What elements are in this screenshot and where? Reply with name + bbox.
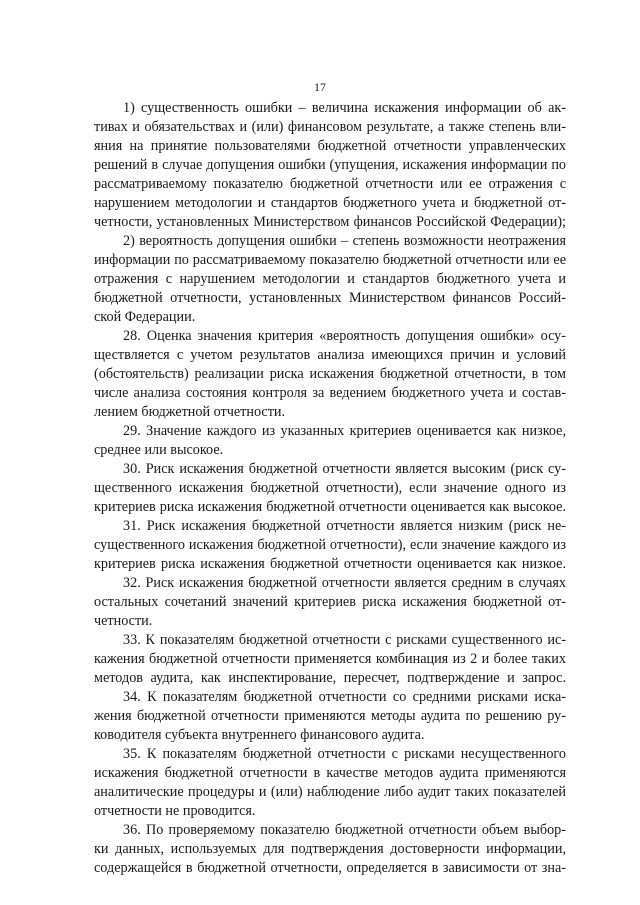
text-line: 33. К показателям бюджетной отчетности с рисками существенного ис- <box>123 632 566 648</box>
text-line: бюджетной отчетности, установленных Министерством финансов Россий- <box>94 290 566 306</box>
text-line: критериев риска искажения бюджетной отчетности оценивается как низкое. <box>94 556 566 572</box>
text-line: нарушением методологии и стандартов бюджетного учета и бюджетной от- <box>94 195 566 211</box>
text-line: числе анализа состояния контроля за ведением бюджетного учета и состав- <box>94 385 566 401</box>
text-line: 36. По проверяемому показателю бюджетной отчетности объем выбор- <box>123 822 566 838</box>
text-line: решений в случае допущения ошибки (упущения, искажения информации по <box>94 157 566 173</box>
text-line: 32. Риск искажения бюджетной отчетности является средним в случаях <box>123 575 566 591</box>
text-line: яния на принятие пользователями бюджетной отчетности управленческих <box>94 138 566 154</box>
paragraph <box>94 460 566 517</box>
text-line: аналитические процедуры и (или) наблюдение либо аудит таких показателей <box>94 784 566 800</box>
text-line: искажения бюджетной отчетности в качестве методов аудита применяются <box>94 765 566 781</box>
text-line: 35. К показателям бюджетной отчетности с рисками несущественного <box>123 746 566 762</box>
text-line: 2) вероятность допущения ошибки – степень возможности неотражения <box>123 233 566 249</box>
paragraph <box>94 574 566 631</box>
text-line: ществляется с учетом результатов анализа имеющихся причин и условий <box>94 347 566 363</box>
document-body <box>94 99 566 878</box>
text-line: четности. <box>94 613 153 629</box>
text-line: рассматриваемому показателю бюджетной отчетности или ее отражения с <box>94 176 566 192</box>
text-line: методов аудита, как инспектирование, пересчет, подтверждение и запрос. <box>94 670 566 686</box>
text-line: лением бюджетной отчетности. <box>94 404 286 420</box>
text-line: четности, установленных Министерством финансов Российской Федерации); <box>94 214 566 230</box>
paragraph <box>94 688 566 745</box>
text-line: существенного искажения бюджетной отчетности), если значение каждого из <box>94 537 566 553</box>
text-line: тивах и обязательствах и (или) финансовом результате, а также степень вли- <box>94 119 566 135</box>
text-line: (обстоятельств) реализации риска искажения бюджетной отчетности, в том <box>94 366 566 382</box>
text-line: 34. К показателям бюджетной отчетности со средними рисками иска- <box>123 689 566 705</box>
text-line: информации по рассматриваемому показателю бюджетной отчетности или ее <box>94 252 566 268</box>
text-line: жения бюджетной отчетности применяются методы аудита по решению ру- <box>94 708 566 724</box>
text-line: 30. Риск искажения бюджетной отчетности является высоким (риск су- <box>123 461 566 477</box>
text-line: 28. Оценка значения критерия «вероятность допущения ошибки» осу- <box>123 328 566 344</box>
text-line: критериев риска искажения бюджетной отчетности оценивается как высокое. <box>94 499 566 515</box>
text-line: содержащейся в бюджетной отчетности, определяется в зависимости от зна- <box>94 860 566 876</box>
text-line: остальных сочетаний значений критериев риска искажения бюджетной от- <box>94 594 566 610</box>
paragraph <box>94 232 566 327</box>
paragraph <box>94 99 566 232</box>
text-line: кажения бюджетной отчетности применяется комбинация из 2 и более таких <box>94 651 566 667</box>
paragraph <box>94 821 566 878</box>
paragraph <box>94 745 566 821</box>
text-line: ки данных, используемых для подтверждения достоверности информации, <box>94 841 566 857</box>
text-line: ководителя субъекта внутреннего финансового аудита. <box>94 727 425 743</box>
text-line: отражения с нарушением методологии и стандартов бюджетного учета и <box>94 271 566 287</box>
page-number: 17 <box>314 80 326 94</box>
text-line: ской Федерации. <box>94 309 196 325</box>
text-line: 1) существенность ошибки – величина искажения информации об ак- <box>123 100 566 116</box>
text-line: щественного искажения бюджетной отчетности), если значение одного из <box>94 480 566 496</box>
paragraph <box>94 422 566 460</box>
text-line: 29. Значение каждого из указанных критериев оценивается как низкое, <box>123 423 566 439</box>
paragraph <box>94 327 566 422</box>
text-line: отчетности не проводится. <box>94 803 256 819</box>
paragraph <box>94 631 566 688</box>
paragraph <box>94 517 566 574</box>
text-line: 31. Риск искажения бюджетной отчетности является низким (риск не- <box>123 518 566 534</box>
text-line: среднее или высокое. <box>94 442 224 458</box>
